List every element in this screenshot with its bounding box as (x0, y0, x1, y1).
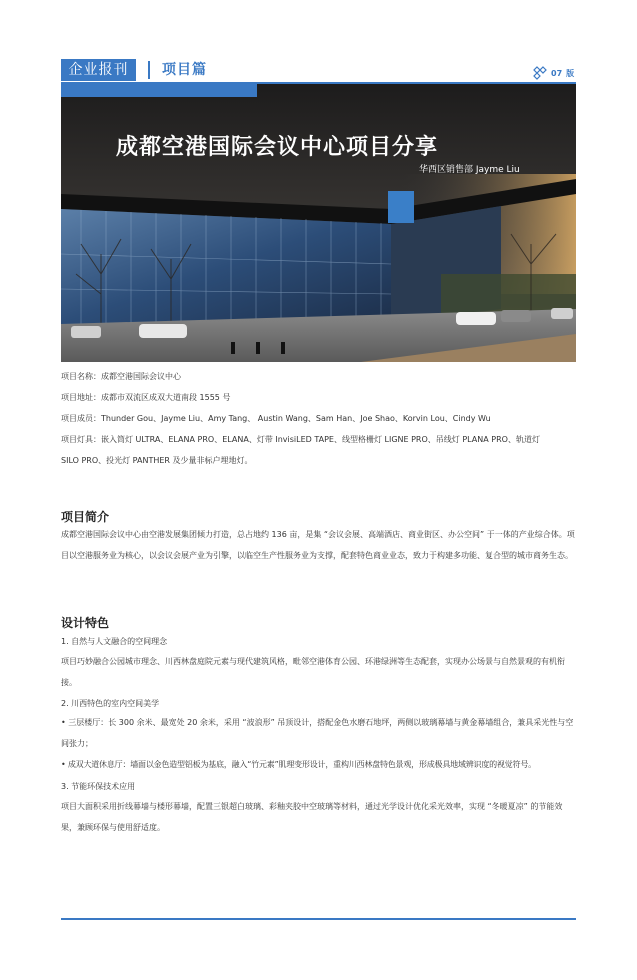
info-fixtures: 项目灯具：嵌入筒灯 ULTRA、ELANA PRO、ELANA、灯带 InvisiLED TAPE、线型格栅灯 LIGNE PRO、吊线灯 PLANA PRO、轨道灯 (61, 435, 540, 444)
footer-rule (61, 918, 576, 920)
info-name: 项目名称：成都空港国际会议中心 (61, 372, 181, 381)
info-address: 项目地址：成都市双流区成双大道南段 1555 号 (61, 393, 231, 402)
hero-photo (61, 84, 576, 362)
hero-accent-bar (61, 84, 257, 97)
design-item-2-title: 2. 川西特色的室内空间美学 (61, 699, 160, 708)
intro-heading: 项目简介 (61, 510, 110, 524)
design-item-1-title: 1. 自然与人文融合的空间理念 (61, 637, 168, 646)
edition-label: 版 (566, 68, 575, 78)
design-item-3-text: 项目大面积采用折线幕墙与楼形幕墙，配置三银超白玻璃、彩釉夹胶中空玻璃等材料，通过光学设计优化采光效率，实现 “冬暖夏凉” 的节能效果，兼顾环保与使用舒适度。 (61, 802, 563, 832)
design-item-2-bullet-2: • 成双大道休息厅：墙面以金色造型铝板为基底，融入“竹元素”肌理变形设计，重构川西林盘特色景观，形成极具地域辨识度的视觉符号。 (61, 760, 536, 769)
info-members: 项目成员：Thunder Gou、Jayme Liu、Amy Tang、 Austin Wang、Sam Han、Joe Shao、Korvin Lou、Cindy Wu (61, 414, 491, 423)
design-heading: 设计特色 (61, 616, 110, 630)
section-title: 项目篇 (162, 62, 207, 78)
intro-text: 成都空港国际会议中心由空港发展集团倾力打造，总占地约 136 亩，是集 “会议会展、高端酒店、商业街区、办公空间” 于一体的产业综合体。项目以空港服务业为核心，以会议会展产业为引擎，以临空生产性服务业为支撑，配套特色商业业态，致力于构建多功能、复合型的城市商务生态。 (61, 530, 575, 560)
edition-number: 07 (551, 68, 563, 78)
info-fixtures-cont: SILO PRO、投光灯 PANTHER 及少量非标户埋地灯。 (61, 456, 253, 465)
author-byline: 华西区销售部 Jayme Liu (419, 165, 520, 175)
design-item-3-title: 3. 节能环保技术应用 (61, 782, 136, 791)
hero-accent-square (388, 191, 414, 223)
design-item-2-bullet-1: • 三层楼厅：长 300 余米、最宽处 20 余米，采用 “波浪形” 吊顶设计，搭配金色水磨石地坪，两侧以玻璃幕墙与黄金幕墙组合，兼具采光性与空间张力； (61, 718, 574, 748)
logo-icon (533, 66, 547, 80)
masthead-tag: 企业报刊 (61, 59, 136, 81)
header-divider (148, 61, 150, 79)
edition-badge (533, 65, 574, 81)
article-title: 成都空港国际会议中心项目分享 (116, 135, 439, 160)
design-item-1-text: 项目巧妙融合公园城市理念、川西林盘庭院元素与现代建筑风格，毗邻空港体育公园、环港绿洲等生态配套，实现办公场景与自然景观的有机衔接。 (61, 657, 565, 687)
